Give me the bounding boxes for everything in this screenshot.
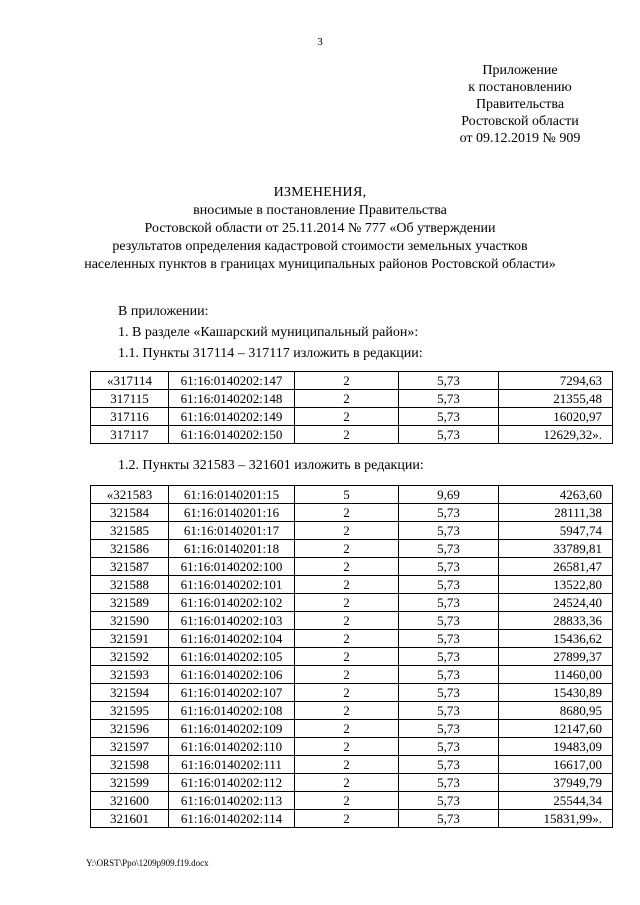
group-cell: 2: [295, 684, 399, 702]
value-cell: 7294,63: [499, 372, 613, 390]
value-cell: 24524,40: [499, 594, 613, 612]
item-number-cell: «321583: [91, 486, 169, 504]
cadastral-number-cell: 61:16:0140201:16: [169, 504, 295, 522]
appendix-line: Приложение: [482, 63, 558, 78]
appendix-line: от 09.12.2019 № 909: [459, 131, 581, 146]
value-cell: 5947,74: [499, 522, 613, 540]
page-number: 3: [317, 36, 323, 48]
cadastral-number-cell: 61:16:0140202:101: [169, 576, 295, 594]
group-cell: 2: [295, 810, 399, 828]
table-row: [91, 504, 613, 522]
table-row: [91, 702, 613, 720]
value-cell: 26581,47: [499, 558, 613, 576]
rate-cell: 5,73: [399, 810, 499, 828]
rate-cell: 5,73: [399, 540, 499, 558]
table-row: [91, 774, 613, 792]
group-cell: 2: [295, 612, 399, 630]
value-cell: 12147,60: [499, 720, 613, 738]
table-row: [91, 684, 613, 702]
cadastral-number-cell: 61:16:0140202:105: [169, 648, 295, 666]
cadastral-number-cell: 61:16:0140202:110: [169, 738, 295, 756]
item-number-cell: 321591: [91, 630, 169, 648]
rate-cell: 5,73: [399, 792, 499, 810]
value-cell: 15436,62: [499, 630, 613, 648]
item-number-cell: 317117: [91, 426, 169, 444]
cadastral-number-cell: 61:16:0140202:114: [169, 810, 295, 828]
paragraph-section: 1. В разделе «Кашарский муниципальный район»:: [118, 325, 419, 340]
rate-cell: 5,73: [399, 594, 499, 612]
cadastral-number-cell: 61:16:0140202:150: [169, 426, 295, 444]
rate-cell: 5,73: [399, 648, 499, 666]
group-cell: 2: [295, 720, 399, 738]
cadastral-number-cell: 61:16:0140202:113: [169, 792, 295, 810]
table-row: [91, 390, 613, 408]
value-cell: 33789,81: [499, 540, 613, 558]
paragraph-items-2: 1.2. Пункты 321583 – 321601 изложить в редакции:: [118, 458, 424, 473]
cadastral-number-cell: 61:16:0140201:17: [169, 522, 295, 540]
table-row: [91, 486, 613, 504]
group-cell: 2: [295, 390, 399, 408]
cadastral-number-cell: 61:16:0140202:107: [169, 684, 295, 702]
rate-cell: 5,73: [399, 738, 499, 756]
table-row: [91, 738, 613, 756]
table-row: [91, 558, 613, 576]
cadastral-number-cell: 61:16:0140202:148: [169, 390, 295, 408]
table-row: [91, 576, 613, 594]
title-line: вносимые в постановление Правительства: [193, 203, 447, 218]
item-number-cell: 321598: [91, 756, 169, 774]
value-cell: 15430,89: [499, 684, 613, 702]
group-cell: 2: [295, 648, 399, 666]
item-number-cell: 321590: [91, 612, 169, 630]
group-cell: 2: [295, 576, 399, 594]
group-cell: 2: [295, 372, 399, 390]
value-cell: 8680,95: [499, 702, 613, 720]
group-cell: 2: [295, 558, 399, 576]
title-line: населенных пунктов в границах муниципальных районов Ростовской области»: [84, 257, 556, 272]
table-row: [91, 630, 613, 648]
table-row: [91, 756, 613, 774]
group-cell: 2: [295, 504, 399, 522]
item-number-cell: 321596: [91, 720, 169, 738]
group-cell: 2: [295, 408, 399, 426]
title-heading: ИЗМЕНЕНИЯ,: [273, 185, 367, 200]
rate-cell: 5,73: [399, 372, 499, 390]
group-cell: 2: [295, 630, 399, 648]
value-cell: 19483,09: [499, 738, 613, 756]
value-cell: 28833,36: [499, 612, 613, 630]
value-cell: 37949,79: [499, 774, 613, 792]
cadastral-number-cell: 61:16:0140202:100: [169, 558, 295, 576]
group-cell: 2: [295, 666, 399, 684]
table-row: [91, 522, 613, 540]
document-title: [40, 184, 600, 274]
group-cell: 2: [295, 792, 399, 810]
item-number-cell: 321586: [91, 540, 169, 558]
rate-cell: 5,73: [399, 390, 499, 408]
value-cell: 16617,00: [499, 756, 613, 774]
item-number-cell: 321584: [91, 504, 169, 522]
group-cell: 5: [295, 486, 399, 504]
group-cell: 2: [295, 594, 399, 612]
cadastral-number-cell: 61:16:0140202:102: [169, 594, 295, 612]
table-row: [91, 648, 613, 666]
title-line: Ростовской области от 25.11.2014 № 777 «Об утверждении: [144, 221, 496, 236]
cadastral-number-cell: 61:16:0140201:18: [169, 540, 295, 558]
value-cell: 27899,37: [499, 648, 613, 666]
rate-cell: 5,73: [399, 612, 499, 630]
group-cell: 2: [295, 540, 399, 558]
rate-cell: 5,73: [399, 630, 499, 648]
item-number-cell: 321599: [91, 774, 169, 792]
group-cell: 2: [295, 522, 399, 540]
table-row: [91, 666, 613, 684]
rate-cell: 5,73: [399, 702, 499, 720]
item-number-cell: 321595: [91, 702, 169, 720]
rate-cell: 5,73: [399, 756, 499, 774]
rate-cell: 5,73: [399, 504, 499, 522]
item-number-cell: 317115: [91, 390, 169, 408]
item-number-cell: 321594: [91, 684, 169, 702]
table-row: [91, 540, 613, 558]
rate-cell: 5,73: [399, 426, 499, 444]
rate-cell: 5,73: [399, 558, 499, 576]
rate-cell: 5,73: [399, 522, 499, 540]
cadastral-table-1: [90, 371, 613, 444]
cadastral-number-cell: 61:16:0140202:108: [169, 702, 295, 720]
paragraph-items-1: 1.1. Пункты 317114 – 317117 изложить в редакции:: [118, 346, 423, 361]
rate-cell: 5,73: [399, 720, 499, 738]
file-path-footer: Y:\ORST\Ppo\1209p909.f19.docx: [86, 858, 209, 868]
rate-cell: 9,69: [399, 486, 499, 504]
rate-cell: 5,73: [399, 576, 499, 594]
table-row: [91, 372, 613, 390]
group-cell: 2: [295, 738, 399, 756]
table-row: [91, 408, 613, 426]
cadastral-number-cell: 61:16:0140202:103: [169, 612, 295, 630]
item-number-cell: 321589: [91, 594, 169, 612]
table-row: [91, 792, 613, 810]
value-cell: 4263,60: [499, 486, 613, 504]
group-cell: 2: [295, 756, 399, 774]
value-cell: 11460,00: [499, 666, 613, 684]
cadastral-number-cell: 61:16:0140202:111: [169, 756, 295, 774]
title-line: результатов определения кадастровой стоимости земельных участков: [112, 239, 528, 254]
cadastral-number-cell: 61:16:0140202:149: [169, 408, 295, 426]
group-cell: 2: [295, 426, 399, 444]
item-number-cell: 321592: [91, 648, 169, 666]
appendix-line: Правительства: [475, 97, 565, 112]
value-cell: 15831,99».: [499, 810, 613, 828]
appendix-block: [440, 62, 600, 147]
value-cell: 21355,48: [499, 390, 613, 408]
cadastral-number-cell: 61:16:0140202:106: [169, 666, 295, 684]
value-cell: 28111,38: [499, 504, 613, 522]
item-number-cell: 321597: [91, 738, 169, 756]
item-number-cell: «317114: [91, 372, 169, 390]
rate-cell: 5,73: [399, 774, 499, 792]
item-number-cell: 321593: [91, 666, 169, 684]
appendix-line: к постановлению: [468, 80, 572, 95]
rate-cell: 5,73: [399, 684, 499, 702]
item-number-cell: 321588: [91, 576, 169, 594]
rate-cell: 5,73: [399, 408, 499, 426]
item-number-cell: 321600: [91, 792, 169, 810]
paragraph-in-appendix: В приложении:: [118, 304, 209, 319]
value-cell: 13522,80: [499, 576, 613, 594]
cadastral-number-cell: 61:16:0140202:104: [169, 630, 295, 648]
cadastral-table-2: [90, 485, 613, 828]
cadastral-number-cell: 61:16:0140202:112: [169, 774, 295, 792]
value-cell: 12629,32».: [499, 426, 613, 444]
group-cell: 2: [295, 702, 399, 720]
value-cell: 16020,97: [499, 408, 613, 426]
cadastral-number-cell: 61:16:0140202:147: [169, 372, 295, 390]
value-cell: 25544,34: [499, 792, 613, 810]
cadastral-number-cell: 61:16:0140201:15: [169, 486, 295, 504]
table-row: [91, 720, 613, 738]
table-row: [91, 612, 613, 630]
group-cell: 2: [295, 774, 399, 792]
cadastral-number-cell: 61:16:0140202:109: [169, 720, 295, 738]
item-number-cell: 321587: [91, 558, 169, 576]
item-number-cell: 321601: [91, 810, 169, 828]
rate-cell: 5,73: [399, 666, 499, 684]
table-row: [91, 594, 613, 612]
table-row: [91, 810, 613, 828]
item-number-cell: 317116: [91, 408, 169, 426]
appendix-line: Ростовской области: [461, 114, 579, 129]
item-number-cell: 321585: [91, 522, 169, 540]
table-row: [91, 426, 613, 444]
